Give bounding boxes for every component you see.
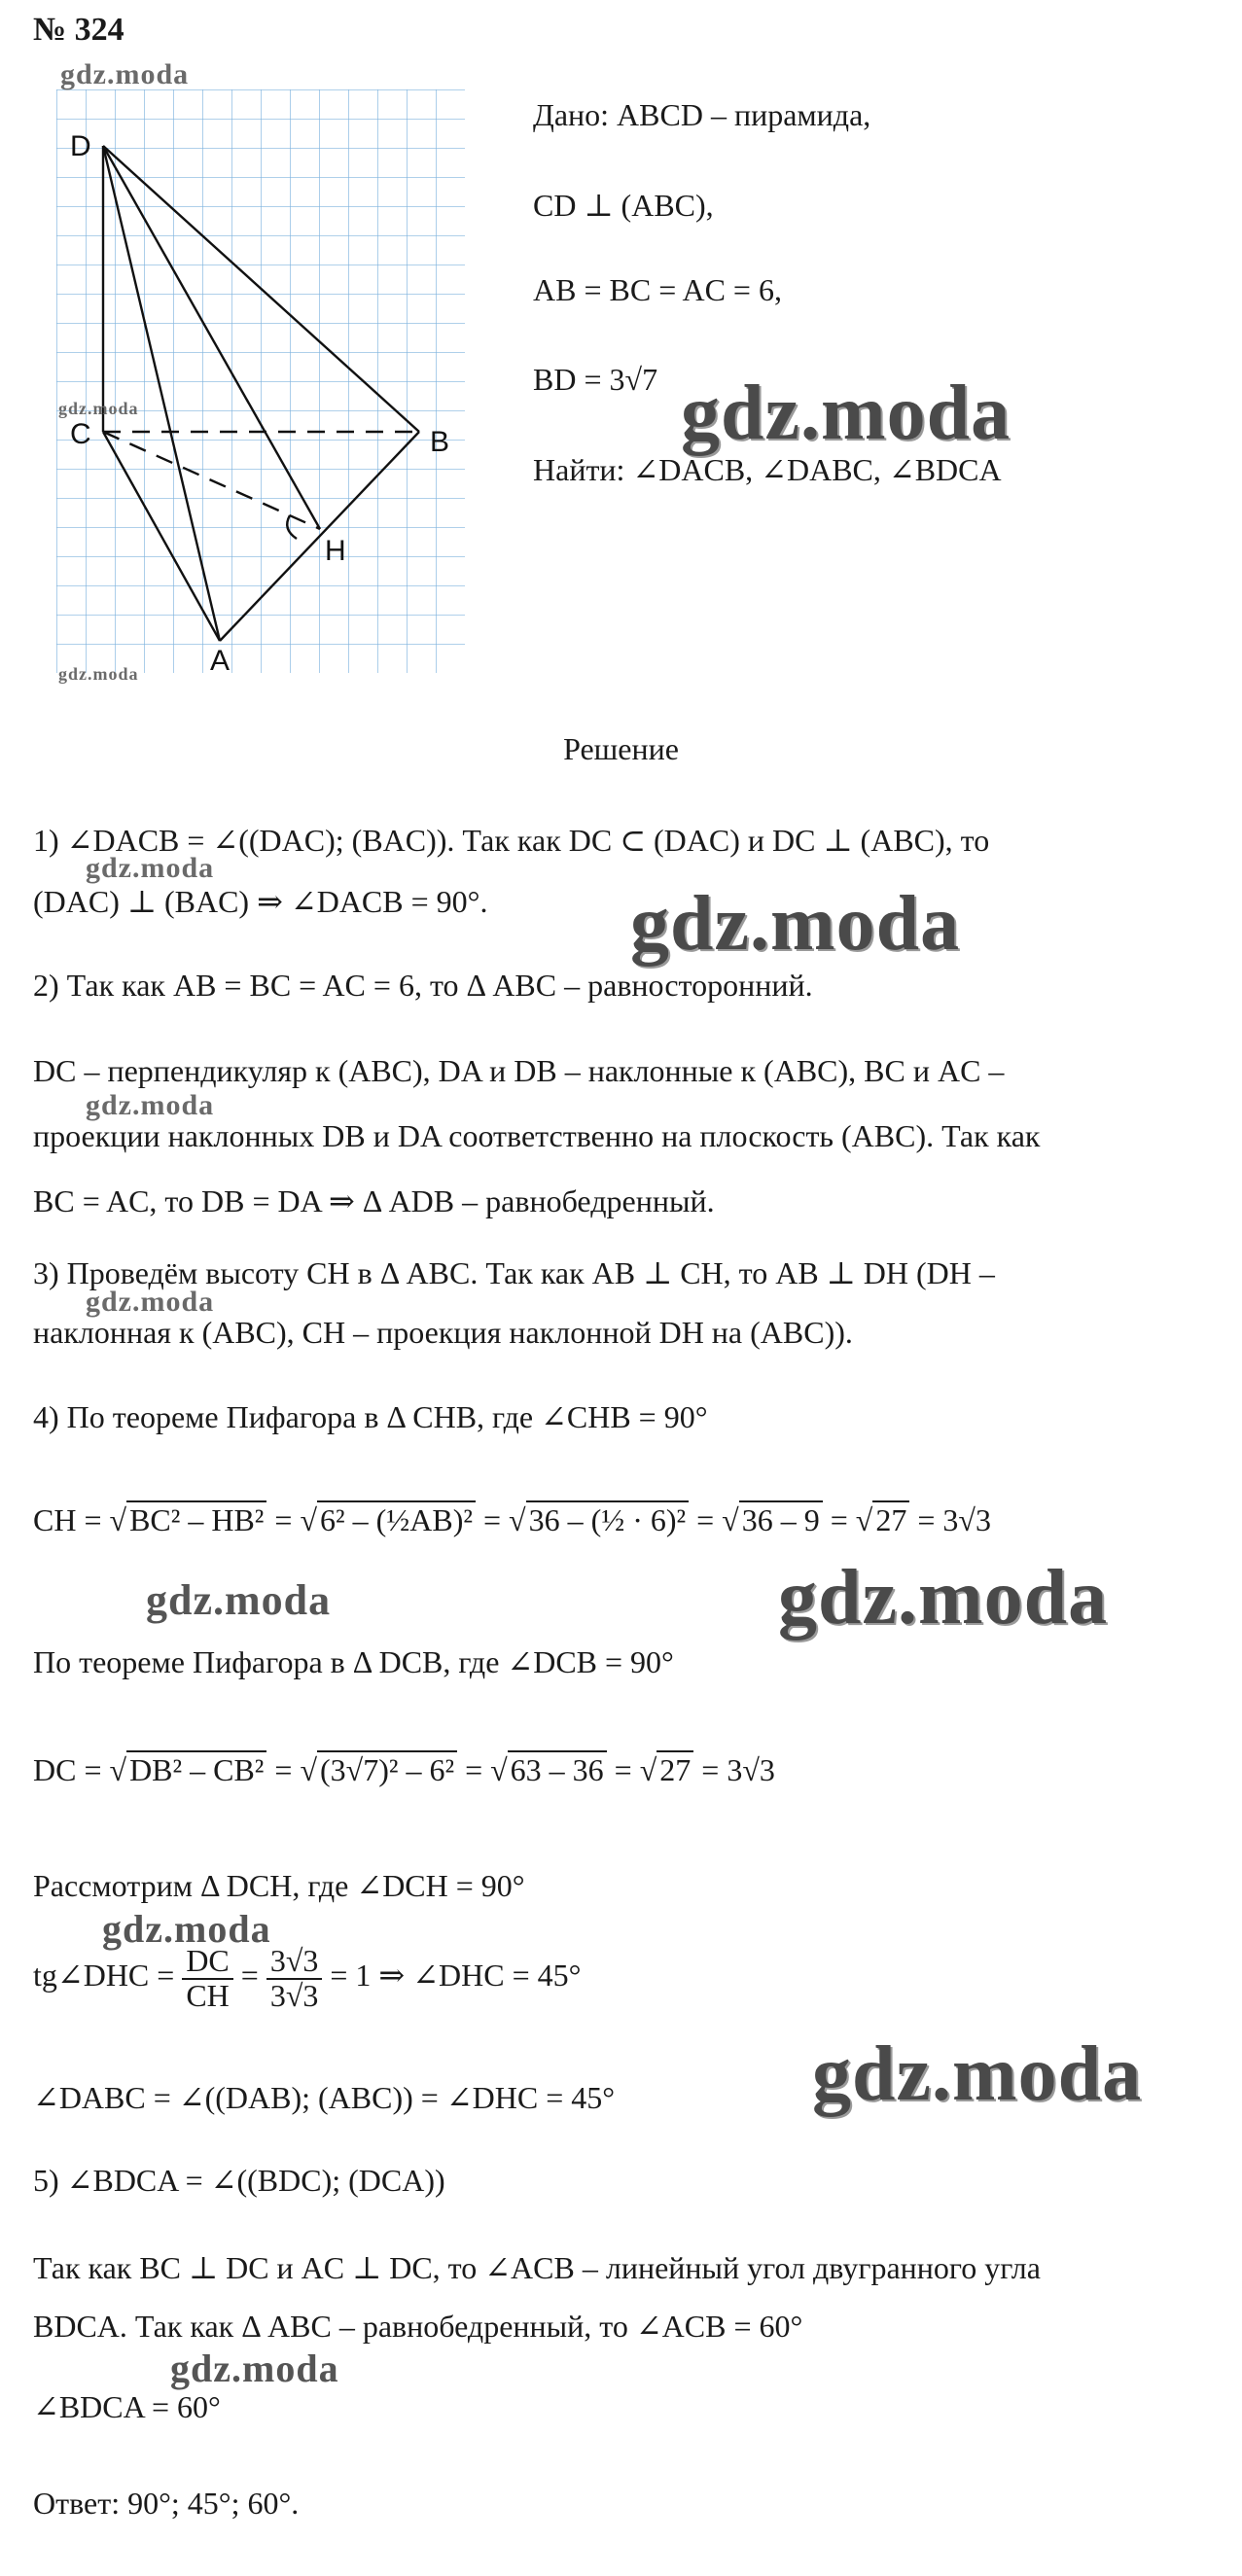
given-line-4: BD = 3√7 (533, 362, 658, 397)
step-4-line-4: ∠DABC = ∠((DAB); (ABC)) = ∠DHC = 45° (33, 2080, 616, 2115)
step-2-line-3: проекции наклонных DB и DA соответственно на плоскость (ABC). Так как (33, 1118, 1041, 1153)
step-3-line-2: наклонная к (ABC), CH – проекция наклонной DH на (ABC)). (33, 1315, 853, 1350)
step-5-line-2: Так как BC ⊥ DC и AC ⊥ DC, то ∠ACB – линейный угол двугранного угла (33, 2250, 1041, 2285)
label-h: H (325, 535, 346, 567)
ch-radicand-3: 36 – (½ · 6)² (526, 1500, 690, 1537)
label-d: D (70, 130, 91, 162)
ch-radicand-5: 27 (872, 1500, 909, 1537)
tg-num-2: 3√3 (266, 1945, 323, 1980)
step-5-line-1: 5) ∠BDCA = ∠((BDC); (DCA)) (33, 2163, 445, 2198)
watermark: gdz.moda (681, 371, 1011, 456)
step-5-line-4: ∠BDCA = 60° (33, 2389, 221, 2424)
ch-radicand-4: 36 – 9 (739, 1500, 823, 1537)
watermark: gdz.moda (60, 58, 190, 90)
dc-result: 3√3 (727, 1752, 775, 1787)
find-line: Найти: ∠DACB, ∠DABC, ∠BDCA (533, 452, 1002, 487)
ch-radicand-2: 6² – (½AB)² (317, 1500, 476, 1537)
step-2-line-4: BC = AC, то DB = DA ⇒ Δ ADB – равнобедренный. (33, 1183, 715, 1218)
dc-equation: DC = √DB² – CB² = √(3√7)² – 6² = √63 – 36 = √27 = 3√3 (33, 1752, 775, 1787)
label-c: C (70, 418, 91, 450)
watermark: gdz.moda (58, 664, 139, 684)
step-2-line-2: DC – перпендикуляр к (ABC), DA и DB – наклонные к (ABC), BC и AC – (33, 1053, 1005, 1088)
step-4-line-2: По теореме Пифагора в Δ DCB, где ∠DCB = 90° (33, 1644, 674, 1679)
watermark: gdz.moda (86, 1286, 215, 1318)
tg-den-1: CH (186, 1977, 230, 2013)
watermark: gdz.moda (812, 2031, 1143, 2117)
ch-radicand-1: BC² – HB² (126, 1500, 266, 1537)
tg-fraction-2 (266, 1945, 323, 2012)
step-2-line-1: 2) Так как AB = BC = AC = 6, то Δ ABC – равносторонний. (33, 968, 813, 1003)
watermark: gdz.moda (778, 1555, 1109, 1641)
label-a: A (210, 645, 231, 673)
ch-lhs: CH = (33, 1502, 102, 1537)
given-line-2: CD ⊥ (ABC), (533, 188, 714, 223)
solution-header: Решение (563, 731, 679, 766)
given-line-3: AB = BC = AC = 6, (533, 272, 782, 307)
watermark: gdz.moda (630, 881, 961, 967)
tg-equation: tg∠DHC = $\frac{DC}{CH}$ = $\frac{3√3}{3√3}$ = 1 ⇒ ∠DHC = 45° (33, 1943, 582, 2013)
dc-radicand-1: DB² – CB² (126, 1750, 266, 1787)
dc-radicand-2: (3√7)² – 6² (317, 1750, 457, 1787)
problem-number: № 324 (33, 12, 124, 48)
ch-result: 3√3 (942, 1502, 991, 1537)
watermark: gdz.moda (58, 399, 139, 418)
step-5-line-3: BDCA. Так как Δ ABC – равнобедренный, то ∠ACB = 60° (33, 2309, 803, 2344)
step-4-line-1: 4) По теореме Пифагора в Δ CHB, где ∠CHB = 90° (33, 1399, 708, 1434)
given-line-1: Дано: ABCD – пирамида, (533, 97, 871, 132)
ch-equation: CH = √BC² – HB² = √6² – (½AB)² = √36 – (½ · 6)² = √36 – 9 = √27 = 3√3 (33, 1502, 991, 1537)
tg-den-2: 3√3 (269, 1977, 319, 2013)
watermark: gdz.moda (170, 2347, 339, 2390)
answer-line: Ответ: 90°; 45°; 60°. (33, 2486, 300, 2521)
step-3-line-1: 3) Проведём высоту CH в Δ ABC. Так как AB ⊥ CH, то AB ⊥ DH (DH – (33, 1255, 995, 1290)
watermark: gdz.moda (146, 1576, 332, 1624)
grid-background (56, 89, 465, 673)
tg-fraction-1 (182, 1945, 232, 2012)
step-4-line-3: Рассмотрим Δ DCH, где ∠DCH = 90° (33, 1868, 525, 1903)
tg-lhs: tg∠DHC = (33, 1957, 175, 1993)
tg-result: = 1 ⇒ ∠DHC = 45° (330, 1957, 582, 1993)
dc-lhs: DC = (33, 1752, 102, 1787)
watermark: gdz.moda (86, 1089, 215, 1121)
pyramid-figure (56, 89, 484, 673)
dc-radicand-4: 27 (656, 1750, 693, 1787)
watermark: gdz.moda (102, 1907, 271, 1951)
label-b: B (430, 426, 450, 458)
dc-radicand-3: 63 – 36 (508, 1750, 607, 1787)
watermark: gdz.moda (86, 852, 215, 884)
step-1-line-2: (DAC) ⊥ (BAC) ⇒ ∠DACB = 90°. (33, 884, 488, 919)
step-1-line-1: 1) ∠DACB = ∠((DAC); (BAC)). Так как DC ⊂ (DAC) и DC ⊥ (ABC), то (33, 823, 990, 858)
tg-num-1: DC (182, 1945, 232, 1980)
